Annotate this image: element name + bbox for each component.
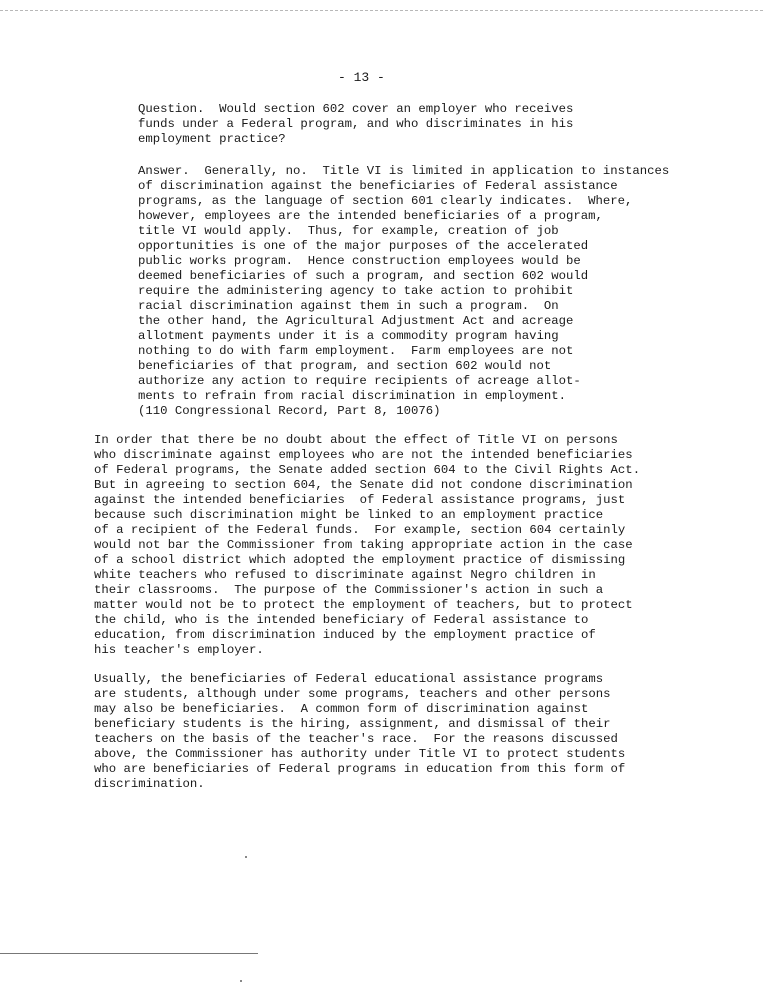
- paragraph-line: discrimination.: [94, 777, 205, 791]
- question-line: employment practice?: [138, 132, 286, 146]
- answer-block: [138, 164, 669, 419]
- answer-line: require the administering agency to take action to prohibit: [138, 284, 574, 298]
- question-line: funds under a Federal program, and who discriminates in his: [138, 117, 574, 131]
- answer-line: Answer. Generally, no. Title VI is limited in application to instances: [138, 164, 670, 178]
- answer-line: title VI would apply. Thus, for example, creation of job: [138, 224, 559, 238]
- answer-line: of discrimination against the beneficiaries of Federal assistance: [138, 179, 618, 193]
- paragraph-line: Usually, the beneficiaries of Federal educational assistance programs: [94, 672, 604, 686]
- paragraph-beneficiaries: [94, 672, 625, 792]
- paragraph-line: his teacher's employer.: [94, 643, 264, 657]
- paragraph-line: who are beneficiaries of Federal programs in education from this form of: [94, 762, 626, 776]
- paragraph-line: white teachers who refused to discriminate against Negro children in: [94, 568, 596, 582]
- answer-line: nothing to do with farm employment. Farm employees are not: [138, 344, 574, 358]
- paragraph-line: of a school district which adopted the employment practice of dismissing: [94, 553, 626, 567]
- paragraph-line: against the intended beneficiaries of Federal assistance programs, just: [94, 493, 626, 507]
- answer-line: allotment payments under it is a commodity program having: [138, 329, 559, 343]
- paragraph-line: In order that there be no doubt about the effect of Title VI on persons: [94, 433, 618, 447]
- answer-line: beneficiaries of that program, and section 602 would not: [138, 359, 552, 373]
- paragraph-line: are students, although under some programs, teachers and other persons: [94, 687, 611, 701]
- scan-speck: [245, 856, 247, 858]
- question-line: Question. Would section 602 cover an employer who receives: [138, 102, 574, 116]
- paragraph-line: above, the Commissioner has authority under Title VI to protect students: [94, 747, 626, 761]
- paragraph-line: would not bar the Commissioner from taking appropriate action in the case: [94, 538, 633, 552]
- paragraph-line: their classrooms. The purpose of the Commissioner's action in such a: [94, 583, 604, 597]
- paragraph-line: beneficiary students is the hiring, assignment, and dismissal of their: [94, 717, 611, 731]
- scan-artifact-line: [0, 953, 258, 954]
- answer-line: deemed beneficiaries of such a program, and section 602 would: [138, 269, 589, 283]
- paragraph-line: of a recipient of the Federal funds. For example, section 604 certainly: [94, 523, 626, 537]
- answer-line: racial discrimination against them in such a program. On: [138, 299, 559, 313]
- answer-line: ments to refrain from racial discrimination in employment.: [138, 389, 567, 403]
- answer-line: public works program. Hence construction employees would be: [138, 254, 581, 268]
- paragraph-section-604: [94, 433, 640, 658]
- answer-line: the other hand, the Agricultural Adjustment Act and acreage: [138, 314, 574, 328]
- question-block: [138, 102, 573, 147]
- paragraph-line: matter would not be to protect the employment of teachers, but to protect: [94, 598, 633, 612]
- page-number: - 13 -: [338, 70, 385, 85]
- paragraph-line: the child, who is the intended beneficiary of Federal assistance to: [94, 613, 589, 627]
- answer-line: authorize any action to require recipients of acreage allot-: [138, 374, 581, 388]
- answer-line: opportunities is one of the major purposes of the accelerated: [138, 239, 589, 253]
- answer-line: however, employees are the intended beneficiaries of a program,: [138, 209, 603, 223]
- answer-line: programs, as the language of section 601 clearly indicates. Where,: [138, 194, 633, 208]
- paragraph-line: of Federal programs, the Senate added section 604 to the Civil Rights Act.: [94, 463, 641, 477]
- answer-citation: (110 Congressional Record, Part 8, 10076): [138, 404, 441, 418]
- paragraph-line: who discriminate against employees who are not the intended beneficiaries: [94, 448, 633, 462]
- scan-speck: [240, 980, 242, 982]
- paragraph-line: teachers on the basis of the teacher's race. For the reasons discussed: [94, 732, 618, 746]
- scan-top-edge: [0, 0, 763, 11]
- paragraph-line: may also be beneficiaries. A common form of discrimination against: [94, 702, 589, 716]
- paragraph-line: education, from discrimination induced by the employment practice of: [94, 628, 596, 642]
- paragraph-line: because such discrimination might be linked to an employment practice: [94, 508, 604, 522]
- paragraph-line: But in agreeing to section 604, the Senate did not condone discrimination: [94, 478, 633, 492]
